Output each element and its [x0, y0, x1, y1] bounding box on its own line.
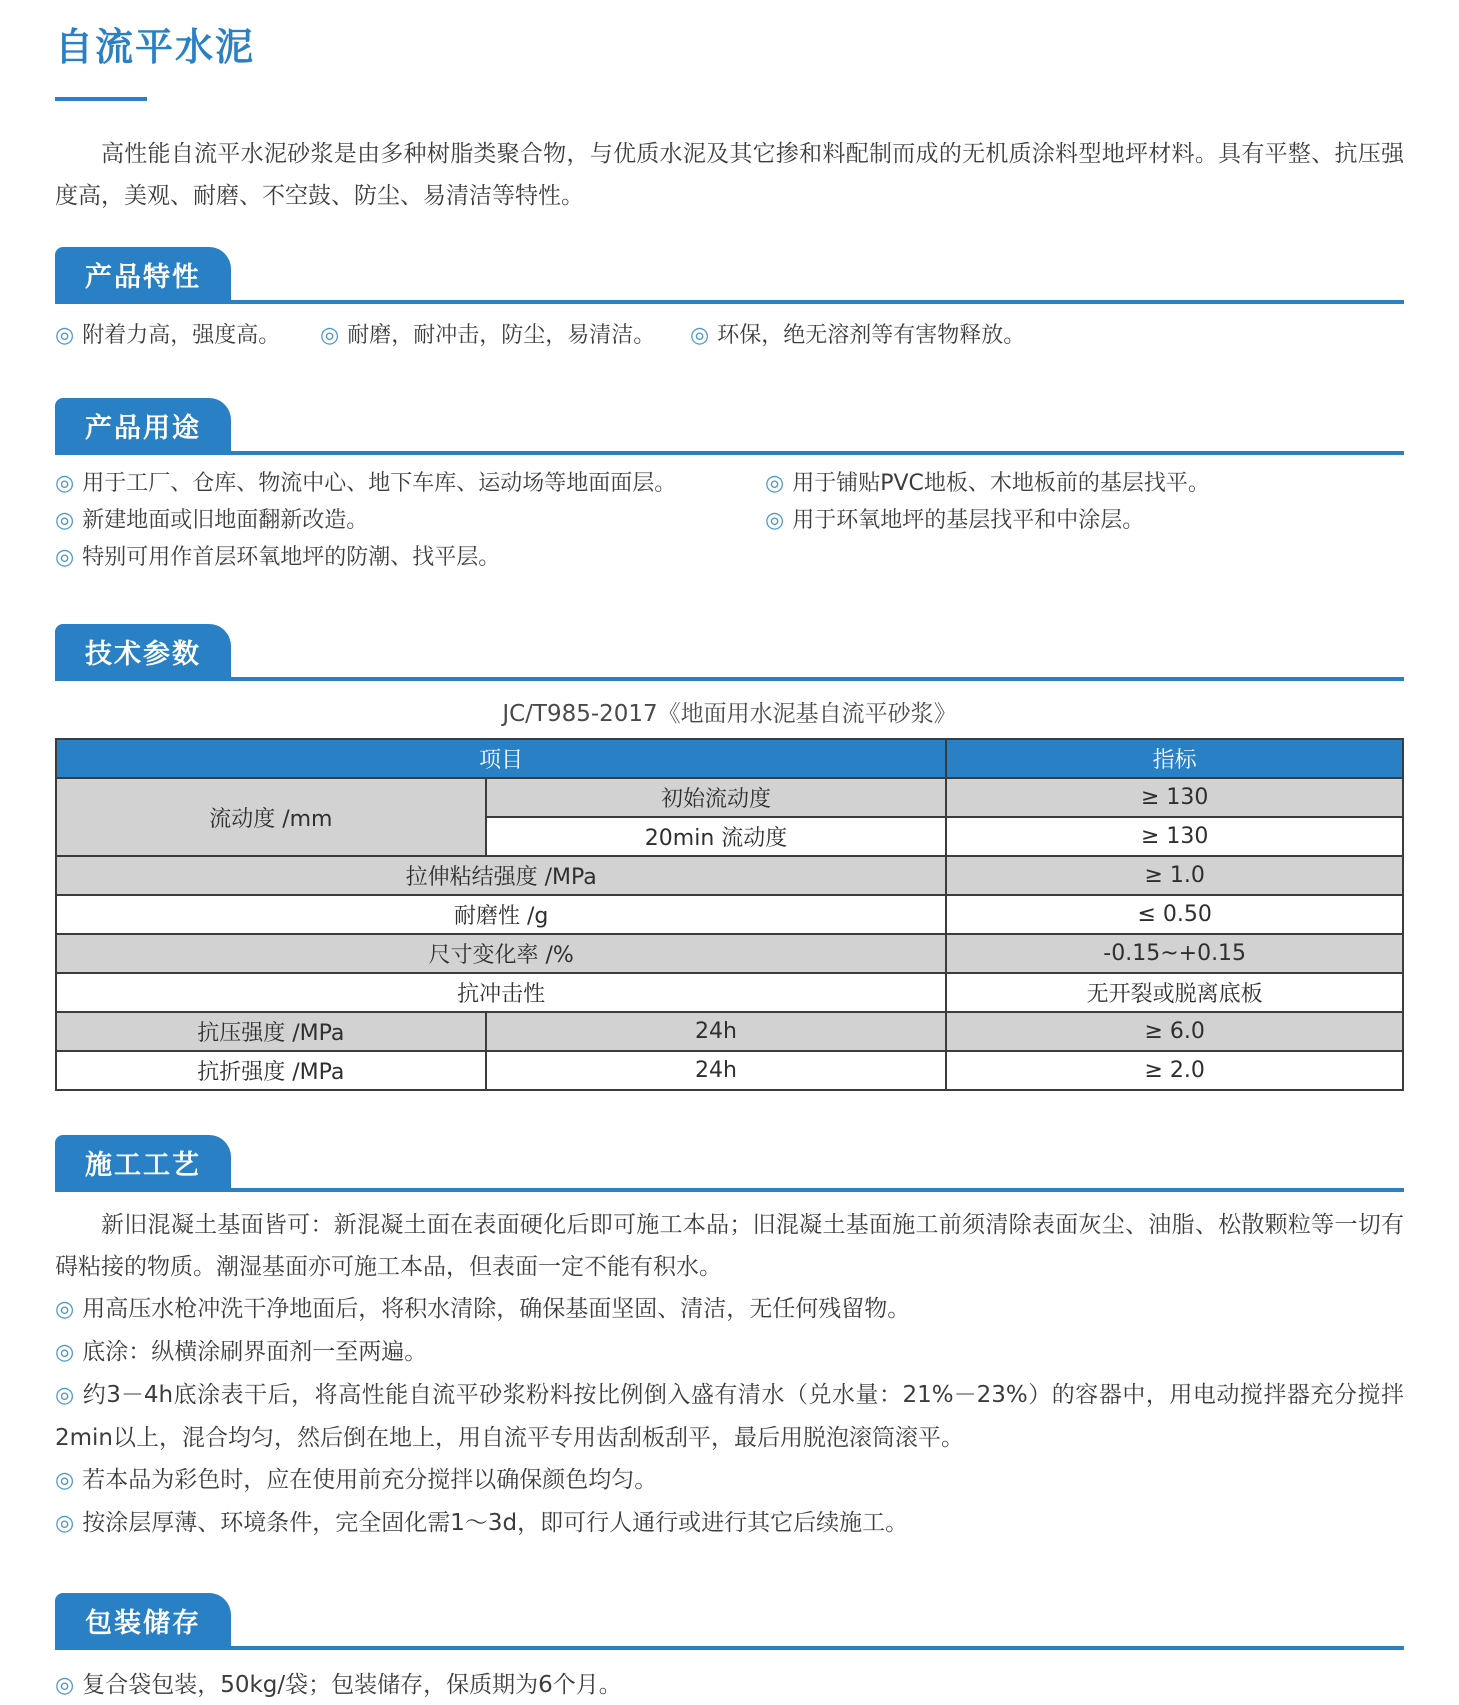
title-underline: [55, 97, 147, 101]
bullet-text: 用高压水枪冲洗干净地面后，将积水清除，确保基面坚固、清洁，无任何残留物。: [82, 1296, 911, 1322]
intro-paragraph: 高性能自流平水泥砂浆是由多种树脂类聚合物，与优质水泥及其它掺和料配制而成的无机质涂料型地坪材料。具有平整、抗压强度高，美观、耐磨、不空鼓、防尘、易清洁等特性。: [55, 141, 1404, 209]
spec-table-cell: ≤ 0.50: [946, 895, 1403, 934]
bullet-item: [55, 1502, 1404, 1545]
spec-table-header-cell: 指标: [946, 739, 1403, 778]
double-circle-bullet-icon: ◎: [690, 323, 710, 348]
bullet-text: 底涂：纵横涂刷界面剂一至两遍。: [82, 1339, 428, 1365]
bullet-item: [55, 502, 765, 539]
section-header-process: [55, 1135, 1404, 1192]
bullet-text: 若本品为彩色时，应在使用前充分搅拌以确保颜色均匀。: [82, 1467, 658, 1493]
section-header-packaging: [55, 1593, 1404, 1650]
section-header-uses: [55, 398, 1404, 455]
spec-table-cell: 流动度 /mm: [56, 778, 486, 856]
bullet-item: [320, 317, 690, 354]
features-bullet-list: [55, 317, 1404, 354]
bullet-text: 附着力高，强度高。: [82, 323, 281, 348]
bullet-item: [55, 1459, 1404, 1502]
uses-right-column: [765, 465, 1404, 576]
spec-table-cell: ≥ 2.0: [946, 1051, 1403, 1090]
bullet-item: [55, 1331, 1404, 1374]
bullet-item: [55, 1288, 1404, 1331]
bullet-item: [55, 1374, 1404, 1459]
double-circle-bullet-icon: ◎: [55, 508, 75, 533]
double-circle-bullet-icon: ◎: [55, 323, 75, 348]
bullet-item: [55, 317, 320, 354]
bullet-item: [765, 502, 1404, 539]
bullet-item: [55, 465, 765, 502]
bullet-text: 复合袋包装，50kg/袋；包装储存，保质期为6个月。: [82, 1672, 622, 1698]
bullet-text: 新建地面或旧地面翻新改造。: [82, 508, 369, 533]
spec-table: [55, 738, 1404, 1091]
section-header-specs: [55, 624, 1404, 681]
double-circle-bullet-icon: ◎: [55, 1340, 75, 1365]
spec-table-caption: JC/T985-2017《地面用水泥基自流平砂浆》: [502, 701, 957, 727]
double-circle-bullet-icon: ◎: [55, 471, 75, 496]
spec-table-cell: 耐磨性 /g: [56, 895, 946, 934]
spec-table-cell: ≥ 1.0: [946, 856, 1403, 895]
spec-table-cell: ≥ 130: [946, 778, 1403, 817]
section-tab-process: 施工工艺: [55, 1135, 231, 1188]
double-circle-bullet-icon: ◎: [55, 1511, 75, 1536]
uses-bullet-grid: [55, 465, 1404, 576]
bullet-item: [55, 1666, 1404, 1705]
bullet-text: 按涂层厚薄、环境条件，完全固化需1～3d，即可行人通行或进行其它后续施工。: [82, 1510, 909, 1536]
spec-table-cell: 抗压强度 /MPa: [56, 1012, 486, 1051]
double-circle-bullet-icon: ◎: [765, 471, 785, 496]
section-tab-features: 产品特性: [55, 247, 231, 300]
double-circle-bullet-icon: ◎: [55, 545, 75, 570]
uses-left-column: [55, 465, 765, 576]
spec-table-cell: 24h: [486, 1051, 947, 1090]
spec-table-cell: ≥ 130: [946, 817, 1403, 856]
spec-table-cell: 拉伸粘结强度 /MPa: [56, 856, 946, 895]
spec-table-cell: 抗折强度 /MPa: [56, 1051, 486, 1090]
bullet-text: 环保，绝无溶剂等有害物释放。: [717, 323, 1026, 348]
section-tab-uses: 产品用途: [55, 398, 231, 451]
process-intro-paragraph: 新旧混凝土基面皆可：新混凝土面在表面硬化后即可施工本品；旧混凝土基面施工前须清除表面灰尘、油脂、松散颗粒等一切有碍粘接的物质。潮湿基面亦可施工本品，但表面一定不能有积水。: [55, 1212, 1404, 1280]
spec-table-cell: 抗冲击性: [56, 973, 946, 1012]
bullet-item: [690, 317, 1025, 354]
spec-table-cell: 无开裂或脱离底板: [946, 973, 1403, 1012]
process-bullet-list: [55, 1288, 1404, 1545]
spec-table-cell: ≥ 6.0: [946, 1012, 1403, 1051]
bullet-text: 用于铺贴PVC地板、木地板前的基层找平。: [792, 471, 1210, 496]
double-circle-bullet-icon: ◎: [55, 1383, 75, 1408]
bullet-item: [55, 539, 765, 576]
page-title: 自流平水泥: [55, 25, 256, 69]
bullet-text: 特别可用作首层环氧地坪的防潮、找平层。: [82, 545, 501, 570]
spec-table-cell: 20min 流动度: [486, 817, 947, 856]
bullet-text: 约3－4h底涂表干后，将高性能自流平砂浆粉料按比例倒入盛有清水（兑水量：21%－23%）的容器中，用电动搅拌器充分搅拌2min以上，混合均匀，然后倒在地上，用自流平专用齿刮板刮平，最后用脱泡滚筒滚平。: [55, 1382, 1404, 1451]
bullet-text: 耐磨，耐冲击，防尘，易清洁。: [347, 323, 656, 348]
spec-table-cell: -0.15~+0.15: [946, 934, 1403, 973]
spec-table-cell: 24h: [486, 1012, 947, 1051]
bullet-item: [765, 465, 1404, 502]
section-tab-specs: 技术参数: [55, 624, 231, 677]
section-header-features: [55, 247, 1404, 304]
double-circle-bullet-icon: ◎: [320, 323, 340, 348]
double-circle-bullet-icon: ◎: [55, 1297, 75, 1322]
double-circle-bullet-icon: ◎: [55, 1468, 75, 1493]
double-circle-bullet-icon: ◎: [55, 1673, 75, 1698]
bullet-text: 用于工厂、仓库、物流中心、地下车库、运动场等地面面层。: [82, 471, 677, 496]
spec-table-cell: 初始流动度: [486, 778, 947, 817]
spec-table-header-cell: 项目: [56, 739, 946, 778]
section-tab-packaging: 包装储存: [55, 1593, 231, 1646]
double-circle-bullet-icon: ◎: [765, 508, 785, 533]
packaging-bullet-list: [55, 1666, 1404, 1705]
bullet-text: 用于环氧地坪的基层找平和中涂层。: [792, 508, 1145, 533]
spec-table-cell: 尺寸变化率 /%: [56, 934, 946, 973]
